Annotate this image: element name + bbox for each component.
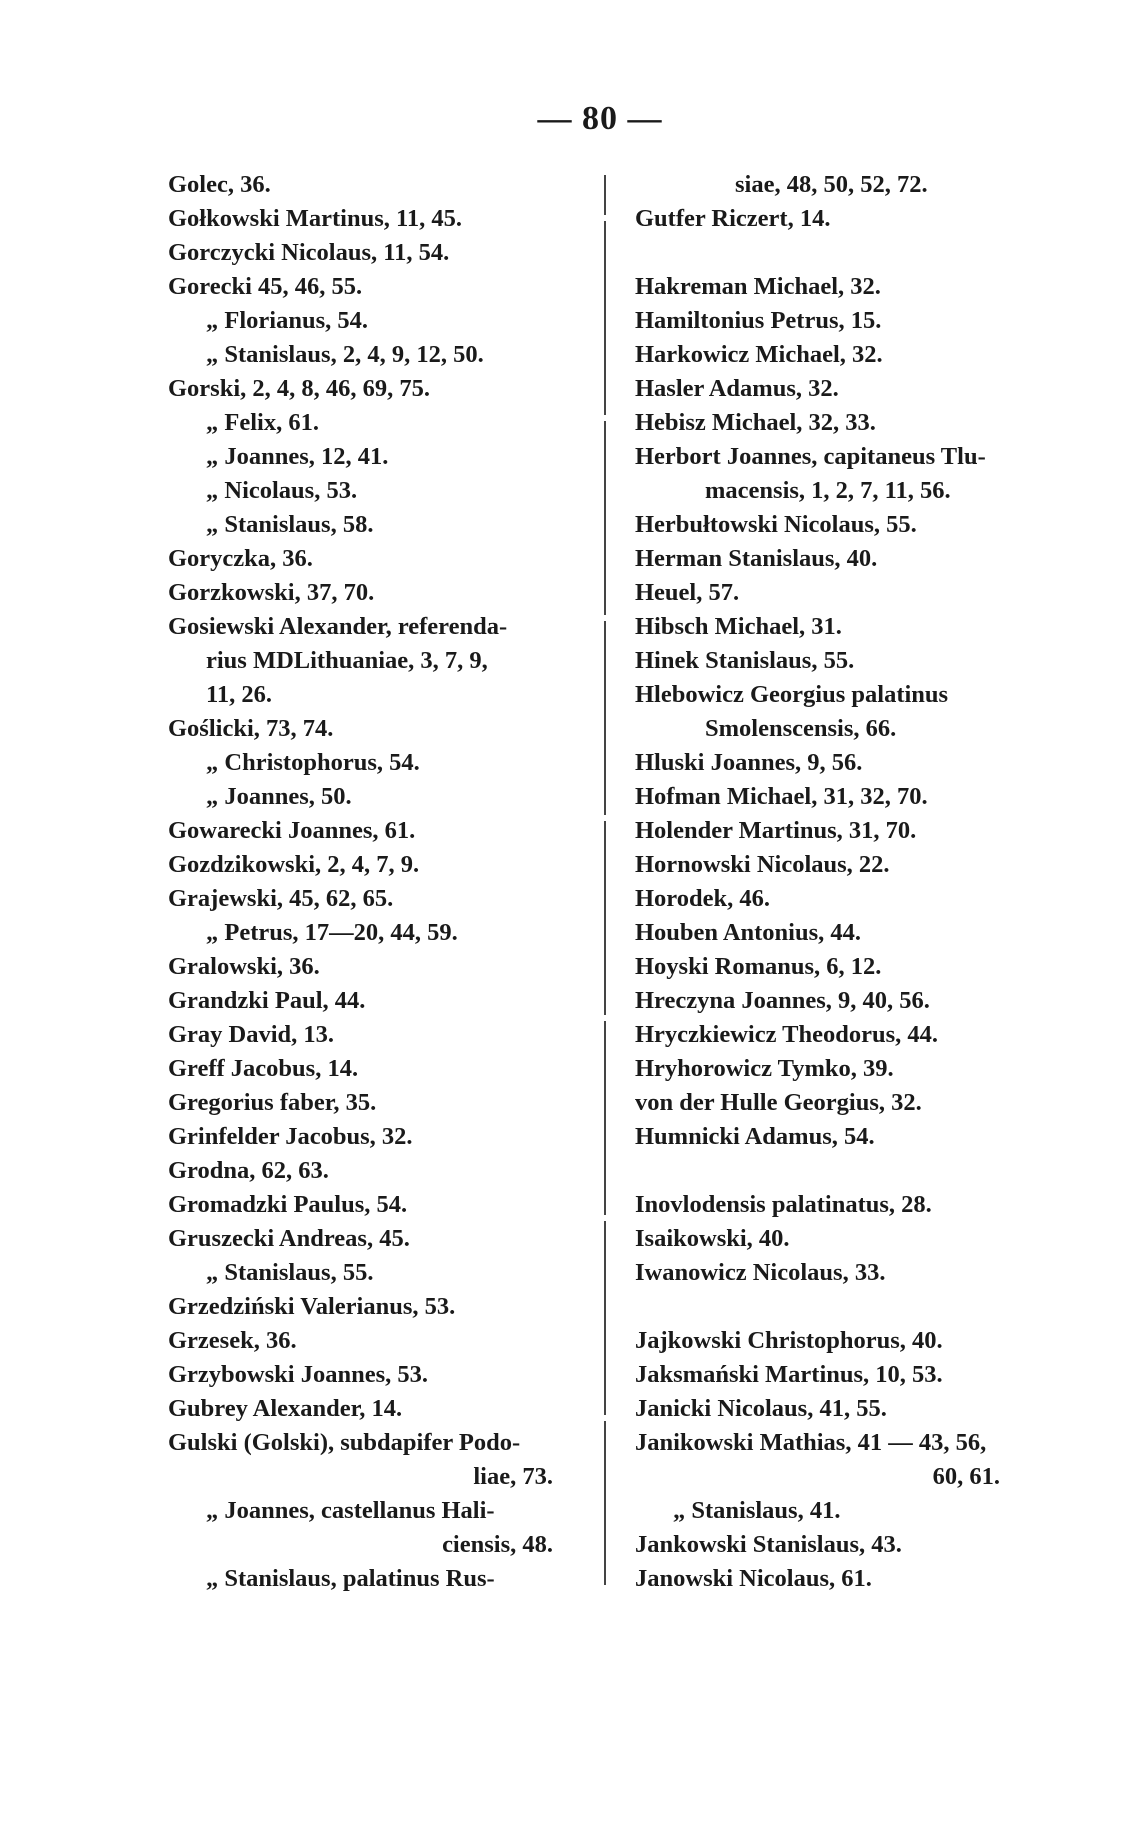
- index-entry: Hlebowicz Georgius palatinus: [635, 681, 949, 708]
- index-entry: Smolenscensis, 66.: [705, 715, 897, 742]
- blank-line: [635, 1154, 1035, 1188]
- index-entry: Hoyski Romanus, 6, 12.: [635, 953, 882, 980]
- index-entry: Horodek, 46.: [635, 885, 770, 912]
- index-entry: liae, 73.: [473, 1463, 553, 1490]
- index-entry: Grodna, 62, 63.: [168, 1157, 329, 1184]
- index-entry: Herbort Joannes, capitaneus Tlu-: [635, 443, 986, 470]
- index-entry: Hryczkiewicz Theodorus, 44.: [635, 1021, 939, 1048]
- index-entry: Gozdzikowski, 2, 4, 7, 9.: [168, 851, 420, 878]
- blank-line: [635, 1290, 1035, 1324]
- index-entry: Gosiewski Alexander, referenda-: [168, 613, 508, 640]
- index-entry: „ Stanislaus, 58.: [206, 511, 374, 538]
- index-entry: Heuel, 57.: [635, 579, 740, 606]
- index-entry: Hluski Joannes, 9, 56.: [635, 749, 863, 776]
- page-number: — 80 —: [537, 100, 663, 137]
- index-entry: Gorzkowski, 37, 70.: [168, 579, 375, 606]
- index-entry: Grzybowski Joannes, 53.: [168, 1361, 429, 1388]
- index-entry: Greff Jacobus, 14.: [168, 1055, 359, 1082]
- index-entry: Hryhorowicz Tymko, 39.: [635, 1055, 894, 1082]
- index-entry: „ Stanislaus, 41.: [673, 1497, 841, 1524]
- index-entry: von der Hulle Georgius, 32.: [635, 1089, 922, 1116]
- index-entry: Gregorius faber, 35.: [168, 1089, 377, 1116]
- index-entry: Grandzki Paul, 44.: [168, 987, 366, 1014]
- index-entry: „ Joannes, castellanus Hali-: [206, 1497, 495, 1524]
- index-entry: Grzedziński Valerianus, 53.: [168, 1293, 456, 1320]
- index-entry: Hofman Michael, 31, 32, 70.: [635, 783, 928, 810]
- index-entry: „ Christophorus, 54.: [206, 749, 420, 776]
- index-entry: 60, 61.: [932, 1463, 1000, 1490]
- index-entry: Hornowski Nicolaus, 22.: [635, 851, 890, 878]
- index-entry: Gorecki 45, 46, 55.: [168, 273, 363, 300]
- index-entry: Isaikowski, 40.: [635, 1225, 790, 1252]
- index-entry: Gośliсki, 73, 74.: [168, 715, 334, 742]
- index-entry: Gorczycki Nicolaus, 11, 54.: [168, 239, 450, 266]
- index-entry: „ Nicolaus, 53.: [206, 477, 358, 504]
- index-entry: Gutfer Riczert, 14.: [635, 205, 831, 232]
- index-entry: Gralowski, 36.: [168, 953, 320, 980]
- index-entry: Harkowicz Michael, 32.: [635, 341, 883, 368]
- index-entry: Jaksmański Martinus, 10, 53.: [635, 1361, 943, 1388]
- index-entry: „ Stanislaus, 55.: [206, 1259, 374, 1286]
- index-entry: ciensis, 48.: [442, 1531, 553, 1558]
- index-entry: Janikowski Mathias, 41 — 43, 56,: [635, 1429, 987, 1456]
- index-entry: 11, 26.: [206, 681, 273, 708]
- index-entry: Gulski (Golski), subdapifer Podo-: [168, 1429, 521, 1456]
- index-entry: Gray David, 13.: [168, 1021, 335, 1048]
- index-entry: Hebisz Michael, 32, 33.: [635, 409, 876, 436]
- index-entry: Grajewski, 45, 62, 65.: [168, 885, 394, 912]
- index-entry: Hinek Stanislaus, 55.: [635, 647, 855, 674]
- index-entry: Gowarecki Joannes, 61.: [168, 817, 416, 844]
- index-entry: Jankowski Stanislaus, 43.: [635, 1531, 902, 1558]
- index-entry: Hibsch Michael, 31.: [635, 613, 842, 640]
- index-entry: Gołkowski Martinus, 11, 45.: [168, 205, 463, 232]
- index-entry: macensis, 1, 2, 7, 11, 56.: [705, 477, 951, 504]
- index-entry: Goryczka, 36.: [168, 545, 313, 572]
- index-entry: siae, 48, 50, 52, 72.: [735, 171, 928, 198]
- index-entry: Gorski, 2, 4, 8, 46, 69, 75.: [168, 375, 431, 402]
- index-entry: Jajkowski Christophorus, 40.: [635, 1327, 943, 1354]
- index-entry: „ Stanislaus, 2, 4, 9, 12, 50.: [206, 341, 484, 368]
- index-entry: Houben Antonius, 44.: [635, 919, 862, 946]
- index-entry: „ Petrus, 17—20, 44, 59.: [206, 919, 458, 946]
- column-divider: [604, 175, 606, 1585]
- index-entry: rius MDLithuaniae, 3, 7, 9,: [206, 647, 488, 674]
- index-entry: Hamiltonius Petrus, 15.: [635, 307, 882, 334]
- index-entry: Grinfelder Jacobus, 32.: [168, 1123, 413, 1150]
- index-entry: „ Felix, 61.: [206, 409, 319, 436]
- index-entry: Hakreman Michael, 32.: [635, 273, 881, 300]
- index-entry: Humnicki Adamus, 54.: [635, 1123, 875, 1150]
- index-entry: Iwanowicz Nicolaus, 33.: [635, 1259, 886, 1286]
- right-column: [635, 168, 1035, 1596]
- index-entry: Holender Martinus, 31, 70.: [635, 817, 917, 844]
- index-entry: „ Joannes, 12, 41.: [206, 443, 389, 470]
- index-entry: Janowski Nicolaus, 61.: [635, 1565, 872, 1592]
- index-entry: „ Stanislaus, palatinus Rus-: [206, 1565, 495, 1592]
- blank-line: [635, 236, 1035, 270]
- index-entry: Herbułtowski Nicolaus, 55.: [635, 511, 917, 538]
- index-entry: Hreczyna Joannes, 9, 40, 56.: [635, 987, 930, 1014]
- index-entry: Gubrey Alexander, 14.: [168, 1395, 403, 1422]
- index-entry: Herman Stanislaus, 40.: [635, 545, 878, 572]
- index-entry: Inovlodensis palatinatus, 28.: [635, 1191, 932, 1218]
- index-entry: Gruszecki Andreas, 45.: [168, 1225, 410, 1252]
- left-column: [168, 168, 588, 1596]
- index-entry: Golec, 36.: [168, 171, 271, 198]
- index-entry: „ Joannes, 50.: [206, 783, 352, 810]
- index-entry: Gromadzki Paulus, 54.: [168, 1191, 408, 1218]
- index-entry: Grzesek, 36.: [168, 1327, 297, 1354]
- index-entry: Hasler Adamus, 32.: [635, 375, 839, 402]
- index-entry: Janicki Nicolaus, 41, 55.: [635, 1395, 887, 1422]
- index-entry: „ Florianus, 54.: [206, 307, 368, 334]
